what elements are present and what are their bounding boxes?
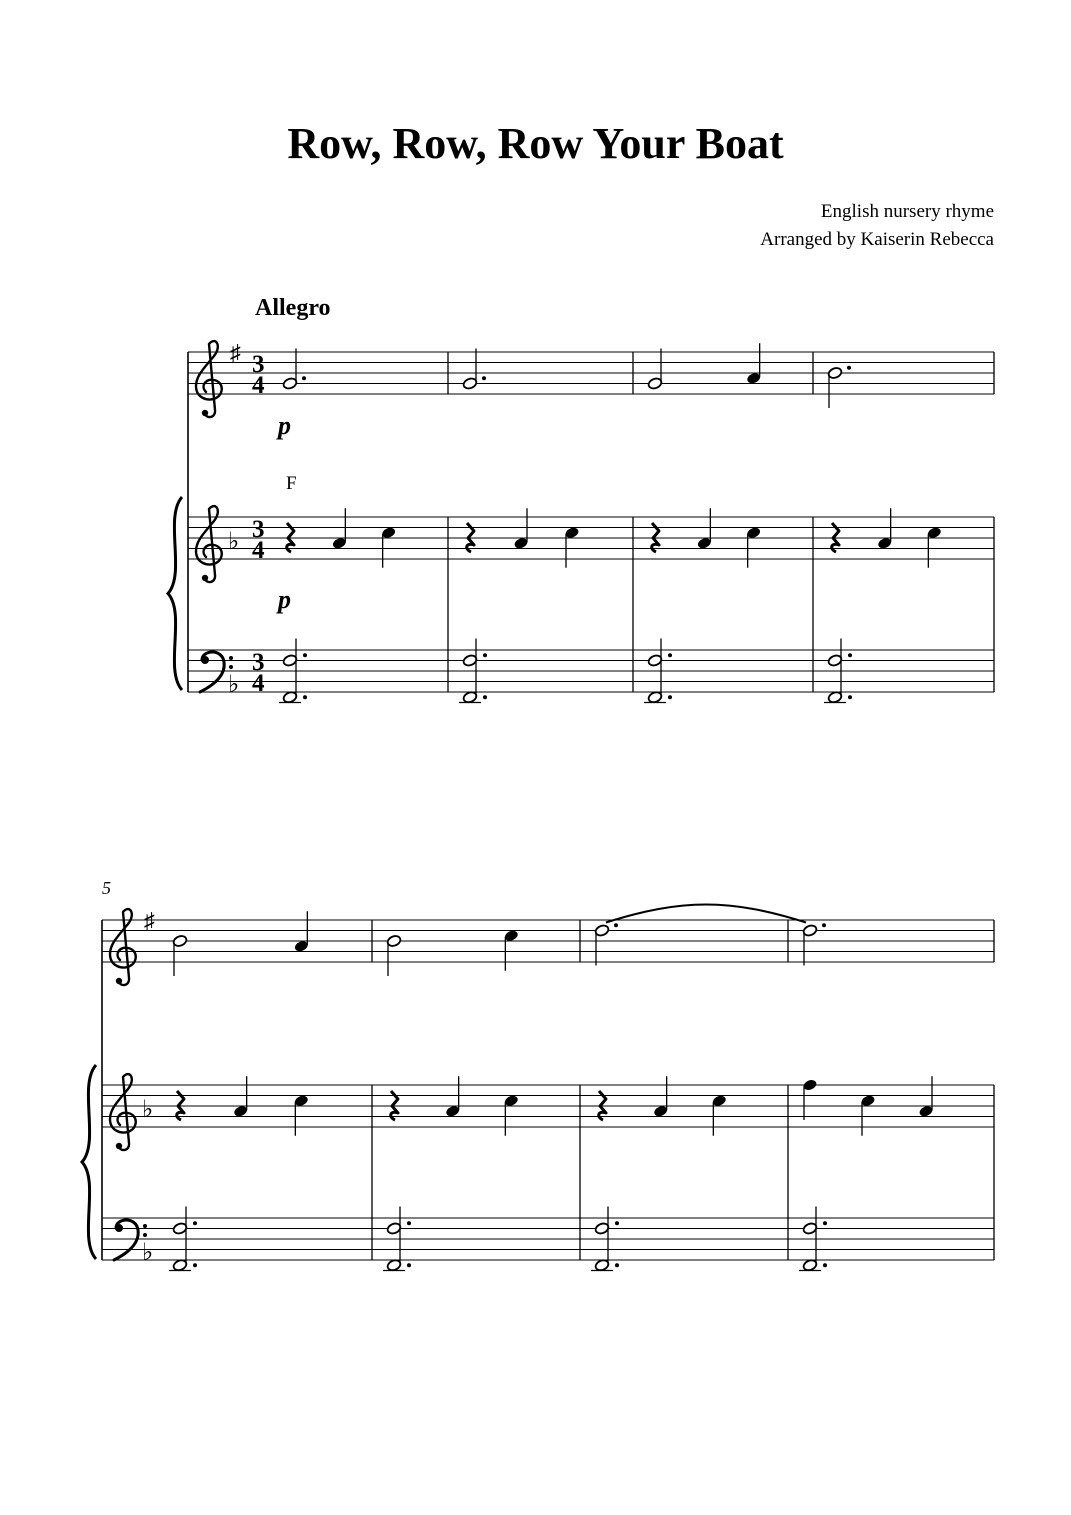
time-signature-top: 3 xyxy=(252,516,265,543)
composer-credit: English nursery rhyme xyxy=(820,201,994,222)
augmentation-dot xyxy=(483,695,487,699)
tempo-marking: Allegro xyxy=(255,295,331,321)
piano-brace xyxy=(82,1065,96,1259)
augmentation-dot xyxy=(302,376,306,380)
flat-icon: ♭ xyxy=(228,529,240,555)
augmentation-dot xyxy=(848,653,852,657)
page-title: Row, Row, Row Your Boat xyxy=(287,119,784,168)
piano-brace xyxy=(168,497,182,690)
arranger-credit: Arranged by Kaiserin Rebecca xyxy=(760,229,994,250)
augmentation-dot xyxy=(482,376,486,380)
augmentation-dot xyxy=(615,1221,619,1225)
chord-symbol: F xyxy=(286,473,297,494)
augmentation-dot xyxy=(822,923,826,927)
dynamic-marking: p xyxy=(278,585,291,614)
flat-icon: ♭ xyxy=(142,1240,154,1266)
dynamic-marking: p xyxy=(278,411,291,440)
time-signature-top: 3 xyxy=(252,351,265,378)
augmentation-dot xyxy=(614,923,618,927)
time-signature-bottom: 4 xyxy=(252,670,265,697)
augmentation-dot xyxy=(668,695,672,699)
augmentation-dot xyxy=(303,653,307,657)
time-signature-top: 3 xyxy=(252,649,265,676)
augmentation-dot xyxy=(615,1263,619,1267)
augmentation-dot xyxy=(823,1263,827,1267)
augmentation-dot xyxy=(407,1263,411,1267)
flat-icon: ♭ xyxy=(228,672,240,698)
augmentation-dot xyxy=(483,653,487,657)
augmentation-dot xyxy=(823,1221,827,1225)
augmentation-dot xyxy=(847,366,851,370)
measure-number: 5 xyxy=(102,878,111,898)
augmentation-dot xyxy=(407,1221,411,1225)
flat-icon: ♭ xyxy=(142,1097,154,1123)
time-signature-bottom: 4 xyxy=(252,537,265,564)
augmentation-dot xyxy=(668,653,672,657)
augmentation-dot xyxy=(303,695,307,699)
augmentation-dot xyxy=(193,1263,197,1267)
augmentation-dot xyxy=(848,695,852,699)
augmentation-dot xyxy=(193,1221,197,1225)
sharp-icon: ♯ xyxy=(230,340,241,365)
time-signature-bottom: 4 xyxy=(252,372,265,399)
sharp-icon: ♯ xyxy=(144,908,155,933)
